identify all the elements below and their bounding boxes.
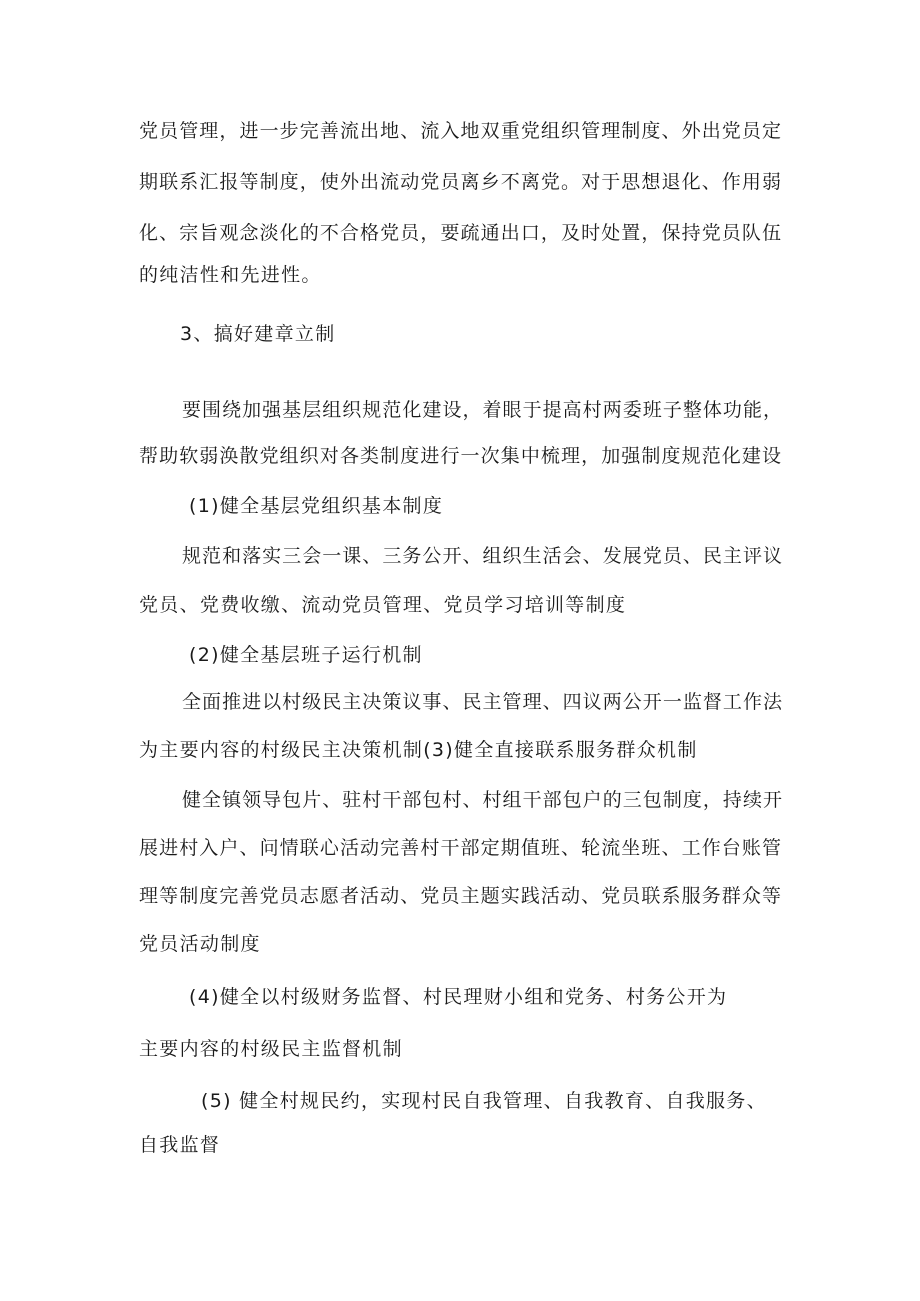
paragraph-line: 的纯洁性和先进性。 <box>139 264 322 286</box>
paragraph-line: 规范和落实三会一课、三务公开、组织生活会、发展党员、民主评议 <box>182 545 782 567</box>
paragraph-line: 为主要内容的村级民主决策机制(3)健全直接联系服务群众机制 <box>139 739 698 761</box>
paragraph-line: 党员活动制度 <box>139 933 261 955</box>
paragraph-line: 期联系汇报等制度，使外出流动党员离乡不离党。对于思想退化、作用弱 <box>139 171 781 193</box>
paragraph-line: 党员管理，进一步完善流出地、流入地双重党组织管理制度、外出党员定 <box>139 120 781 142</box>
paragraph-line: 党员、党费收缴、流动党员管理、党员学习培训等制度 <box>139 594 627 616</box>
item-title: (5) 健全村规民约，实现村民自我管理、自我教育、自我服务、 <box>201 1090 767 1112</box>
paragraph-line: 理等制度完善党员志愿者活动、党员主题实践活动、党员联系服务群众等 <box>139 885 781 907</box>
item-title: (1)健全基层党组织基本制度 <box>189 495 444 517</box>
section-heading: 3、搞好建章立制 <box>180 323 336 345</box>
paragraph-line: 自我监督 <box>139 1134 221 1156</box>
paragraph-line: 展进村入户、问情联心活动完善村干部定期值班、轮流坐班、工作台账管 <box>139 837 781 859</box>
paragraph-line: 主要内容的村级民主监督机制 <box>139 1038 403 1060</box>
item-title: (4)健全以村级财务监督、村民理财小组和党务、村务公开为 <box>189 986 728 1008</box>
paragraph-line: 化、宗旨观念淡化的不合格党员，要疏通出口，及时处置，保持党员队伍 <box>139 222 781 244</box>
paragraph-line: 全面推进以村级民主决策议事、民主管理、四议两公开一监督工作法 <box>182 691 782 713</box>
item-title: (2)健全基层班子运行机制 <box>189 644 423 666</box>
paragraph-line: 健全镇领导包片、驻村干部包村、村组干部包户的三包制度，持续开 <box>182 789 782 811</box>
paragraph-line: 帮助软弱涣散党组织对各类制度进行一次集中梳理，加强制度规范化建设 <box>139 445 781 467</box>
paragraph-line: 要围绕加强基层组织规范化建设，着眼于提高村两委班子整体功能， <box>182 399 782 421</box>
